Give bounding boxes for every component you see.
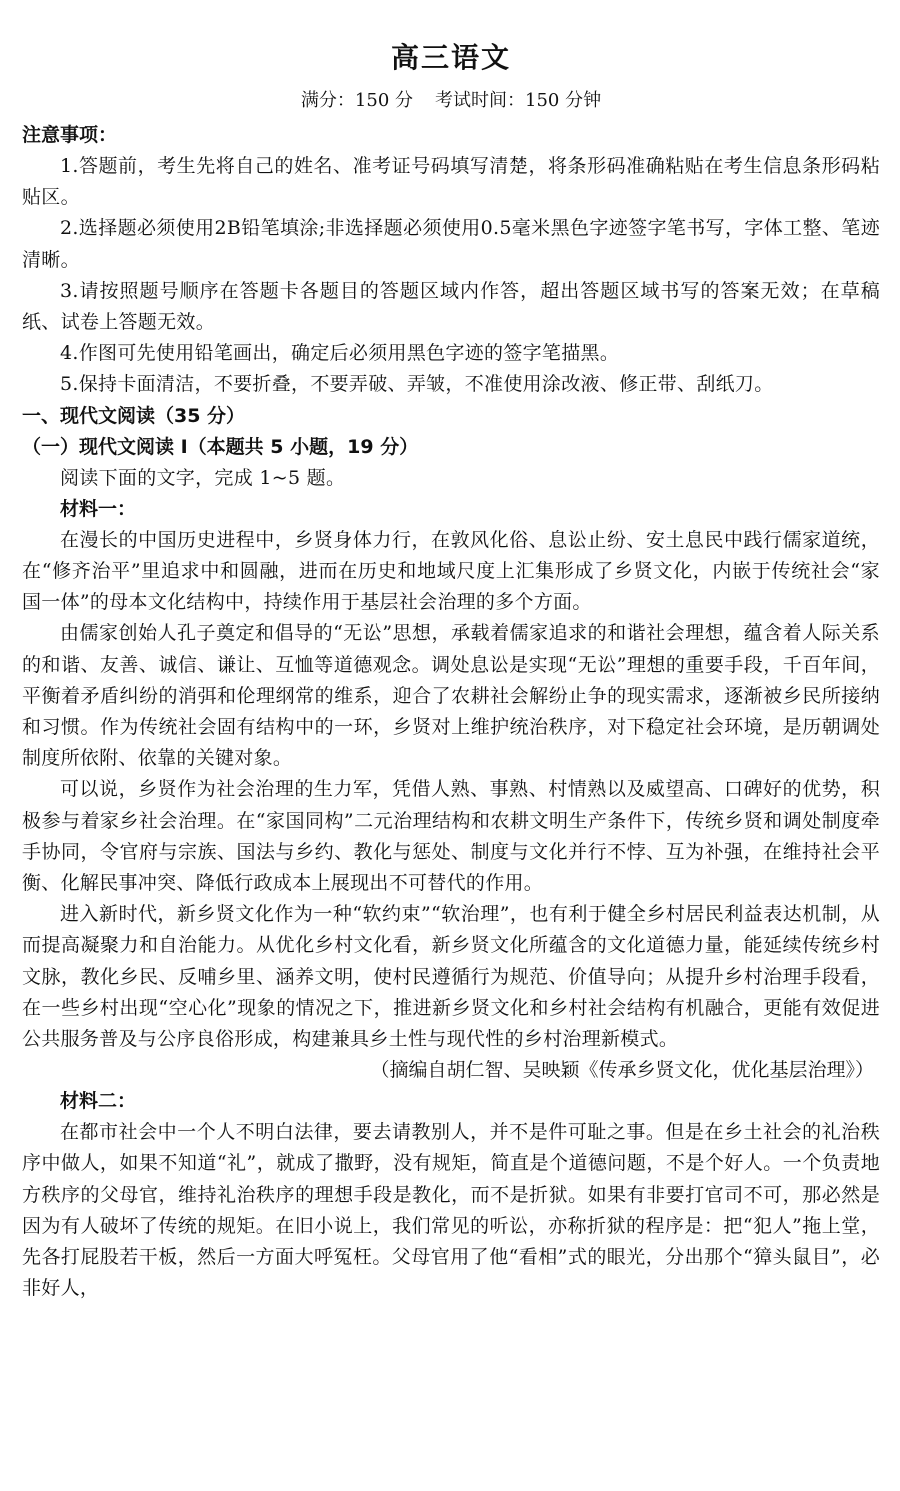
exam-meta <box>22 86 880 116</box>
section-heading: 一、现代文阅读（35 分） <box>22 404 246 427</box>
notice-item: 5.保持卡面清洁，不要折叠，不要弄破、弄皱，不准使用涂改液、修正带、刮纸刀。 <box>60 373 774 396</box>
material-one-paragraph: 由儒家创始人孔子奠定和倡导的“无讼”思想，承载着儒家追求的和谐社会理想，蕴含着人际关系的和谐、友善、诚信、谦让、互恤等道德观念。调处息讼是实现“无讼”理想的重要手段，千百年间，平衡着矛盾纠纷的消弭和伦理纲常的维系，迎合了农耕社会解纷止争的现实需求，逐渐被乡民所接纳和习惯。作为传统社会固有结构中的一环，乡贤对上维护统治秩序，对下稳定社会环境，是历朝调处制度所依附、依靠的关键对象。 <box>22 622 880 770</box>
notice-item: 2.选择题必须使用2B铅笔填涂;非选择题必须使用0.5毫米黑色字迹签字笔书写，字体工整、笔迹清晰。 <box>22 217 880 271</box>
material-one-label: 材料一： <box>60 497 137 520</box>
material-two-paragraph: 在都市社会中一个人不明白法律，要去请教别人，并不是件可耻之事。但是在乡土社会的礼治秩序中做人，如果不知道“礼”，就成了撒野，没有规矩，简直是个道德问题，不是个好人。一个负责地方秩序的父母官，维持礼治秩序的理想手段是教化，而不是折狱。如果有非要打官司不可，那必然是因为有人破坏了传统的规矩。在旧小说上，我们常见的听讼，亦称折狱的程序是：把“犯人”拖上堂，先各打屁股若干板，然后一方面大呼冤枉。父母官用了他“看相”式的眼光，分出那个“獐头鼠目”，必非好人， <box>22 1121 880 1300</box>
material-one-source: （摘编自胡仁智、吴映颖《传承乡贤文化，优化基层治理》） <box>370 1059 874 1082</box>
notice-item: 4.作图可先使用铅笔画出，确定后必须用黑色字迹的签字笔描黑。 <box>60 342 620 365</box>
material-one-paragraph: 进入新时代，新乡贤文化作为一种“软约束”“软治理”，也有利于健全乡村居民利益表达机制，从而提高凝聚力和自治能力。从优化乡村文化看，新乡贤文化所蕴含的文化道德力量，能延续传统乡村文脉，教化乡民、反哺乡里、涵养文明，使村民遵循行为规范、价值导向；从提升乡村治理手段看，在一些乡村出现“空心化”现象的情况之下，推进新乡贤文化和乡村社会结构有机融合，更能有效促进公共服务普及与公序良俗形成，构建兼具乡土性与现代性的乡村治理新模式。 <box>22 903 880 1051</box>
subsection-heading: （一）现代文阅读 I（本题共 5 小题，19 分） <box>22 435 419 458</box>
notice-heading: 注意事项： <box>22 124 118 146</box>
material-two-label: 材料二： <box>60 1090 137 1113</box>
exam-time: 考试时间：150 分钟 <box>435 90 602 111</box>
exam-title: 高三语文 <box>390 41 511 74</box>
notice-item: 1.答题前，考生先将自己的姓名、准考证号码填写清楚，将条形码准确粘贴在考生信息条形码粘贴区。 <box>22 155 880 209</box>
full-score: 满分：150 分 <box>300 90 413 111</box>
notice-item: 3.请按照题号顺序在答题卡各题目的答题区域内作答，超出答题区域书写的答案无效；在草稿纸、试卷上答题无效。 <box>22 279 880 334</box>
reading-instruction: 阅读下面的文字，完成 1~5 题。 <box>60 466 346 489</box>
notice-list <box>22 151 880 401</box>
material-one-paragraph: 可以说，乡贤作为社会治理的生力军，凭借人熟、事熟、村情熟以及威望高、口碑好的优势，积极参与着家乡社会治理。在“家国同构”二元治理结构和农耕文明生产条件下，传统乡贤和调处制度牵手协同，令官府与宗族、国法与乡约、教化与惩处、制度与文化并行不悖、互为补强，在维持社会平衡、化解民事冲突、降低行政成本上展现出不可替代的作用。 <box>22 778 880 895</box>
material-one-paragraph: 在漫长的中国历史进程中，乡贤身体力行，在敦风化俗、息讼止纷、安土息民中践行儒家道统，在“修齐治平”里追求中和圆融，进而在历史和地域尺度上汇集形成了乡贤文化，内嵌于传统社会“家国一体”的母本文化结构中，持续作用于基层社会治理的多个方面。 <box>22 528 880 614</box>
